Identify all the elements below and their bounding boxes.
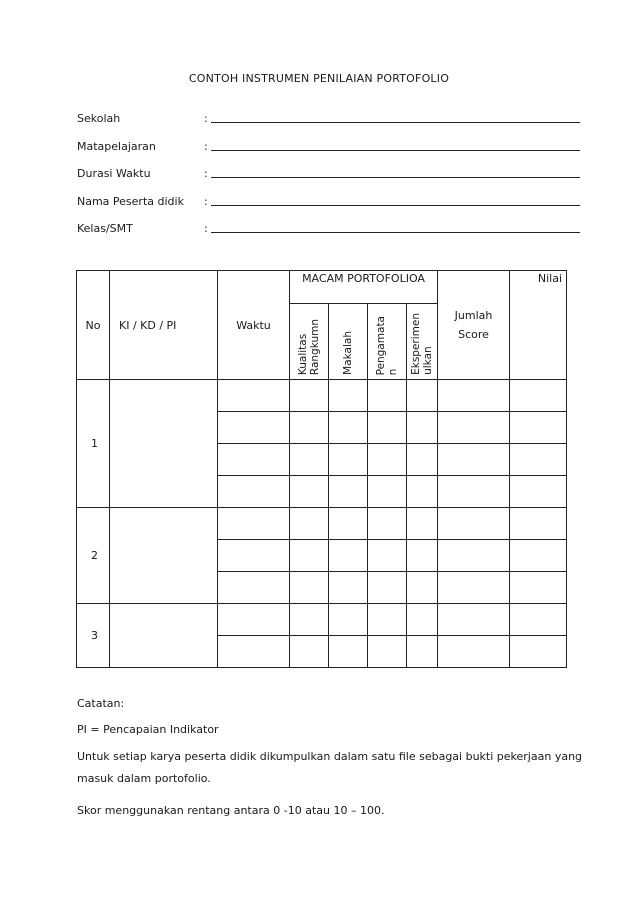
score-cell[interactable] [407,380,438,412]
header-macam-portofolio: MACAM PORTOFOLIOA [290,271,438,304]
score-cell[interactable] [290,636,329,668]
table-row [77,380,567,412]
waktu-cell[interactable] [218,572,290,604]
field-nama-peserta[interactable]: : [204,195,580,208]
score-cell[interactable] [407,508,438,540]
score-cell[interactable] [368,636,407,668]
field-kelas-smt[interactable]: : [204,222,580,235]
score-cell[interactable] [329,412,368,444]
header-makalah: Makalah [329,304,368,380]
header-no: No [77,271,110,380]
waktu-cell[interactable] [218,476,290,508]
jumlah-cell[interactable] [438,444,510,476]
score-cell[interactable] [368,604,407,636]
score-cell[interactable] [290,540,329,572]
row-number: 1 [77,380,110,508]
nilai-cell[interactable] [510,380,567,412]
score-cell[interactable] [290,412,329,444]
score-cell[interactable] [368,444,407,476]
nilai-cell[interactable] [510,636,567,668]
field-durasi-waktu[interactable]: : [204,167,580,180]
table-row [77,508,567,540]
note-skor: Skor menggunakan rentang antara 0 -10 atau 10 – 100. [77,804,385,817]
header-pengamatan: Pengamata n [368,304,407,380]
score-cell[interactable] [407,412,438,444]
portfolio-table [76,270,567,668]
header-kualitas-rangkuman: Kualitas Rangkumn [290,304,329,380]
note-pi: PI = Pencapaian Indikator [77,723,219,736]
waktu-cell[interactable] [218,636,290,668]
nilai-cell[interactable] [510,604,567,636]
waktu-cell[interactable] [218,540,290,572]
document-title: CONTOH INSTRUMEN PENILAIAN PORTOFOLIO [188,72,450,85]
ki-kd-pi-cell[interactable] [110,380,218,508]
jumlah-cell[interactable] [438,572,510,604]
nilai-cell[interactable] [510,412,567,444]
jumlah-cell[interactable] [438,380,510,412]
field-label-durasi-waktu: Durasi Waktu [77,167,151,180]
score-cell[interactable] [290,604,329,636]
ki-kd-pi-cell[interactable] [110,604,218,668]
note-line-2: masuk dalam portofolio. [77,772,211,785]
score-cell[interactable] [407,604,438,636]
jumlah-cell[interactable] [438,636,510,668]
score-cell[interactable] [329,508,368,540]
score-cell[interactable] [368,380,407,412]
note-line-1: Untuk setiap karya peserta didik dikumpulkan dalam satu file sebagai bukti pekerjaan yang [77,750,583,763]
score-cell[interactable] [407,476,438,508]
field-matapelajaran[interactable]: : [204,140,580,153]
header-nilai: Nilai [510,271,567,380]
waktu-cell[interactable] [218,444,290,476]
score-cell[interactable] [407,540,438,572]
score-cell[interactable] [329,540,368,572]
field-label-kelas-smt: Kelas/SMT [77,222,133,235]
nilai-cell[interactable] [510,444,567,476]
header-ki-kd-pi: KI / KD / PI [110,271,218,380]
score-cell[interactable] [368,572,407,604]
score-cell[interactable] [329,604,368,636]
waktu-cell[interactable] [218,380,290,412]
score-cell[interactable] [368,508,407,540]
score-cell[interactable] [329,476,368,508]
score-cell[interactable] [290,508,329,540]
score-cell[interactable] [407,636,438,668]
jumlah-cell[interactable] [438,604,510,636]
waktu-cell[interactable] [218,412,290,444]
score-cell[interactable] [329,444,368,476]
field-label-nama-peserta: Nama Peserta didik [77,195,184,208]
field-sekolah[interactable]: : [204,112,580,125]
jumlah-cell[interactable] [438,540,510,572]
score-cell[interactable] [407,444,438,476]
row-number: 3 [77,604,110,668]
jumlah-cell[interactable] [438,476,510,508]
waktu-cell[interactable] [218,604,290,636]
header-eksperimen: Eksperimen ulkan [407,304,438,380]
nilai-cell[interactable] [510,508,567,540]
score-cell[interactable] [290,476,329,508]
jumlah-cell[interactable] [438,508,510,540]
header-jumlah-score: Jumlah Score [438,271,510,380]
score-cell[interactable] [290,572,329,604]
nilai-cell[interactable] [510,540,567,572]
score-cell[interactable] [290,444,329,476]
score-cell[interactable] [368,540,407,572]
score-cell[interactable] [290,380,329,412]
score-cell[interactable] [329,636,368,668]
nilai-cell[interactable] [510,572,567,604]
table-row [77,604,567,636]
row-number: 2 [77,508,110,604]
field-label-matapelajaran: Matapelajaran [77,140,156,153]
notes-heading: Catatan: [77,697,125,710]
score-cell[interactable] [329,380,368,412]
jumlah-cell[interactable] [438,412,510,444]
ki-kd-pi-cell[interactable] [110,508,218,604]
score-cell[interactable] [407,572,438,604]
header-waktu: Waktu [218,271,290,380]
nilai-cell[interactable] [510,476,567,508]
score-cell[interactable] [329,572,368,604]
score-cell[interactable] [368,476,407,508]
field-label-sekolah: Sekolah [77,112,121,125]
score-cell[interactable] [368,412,407,444]
waktu-cell[interactable] [218,508,290,540]
